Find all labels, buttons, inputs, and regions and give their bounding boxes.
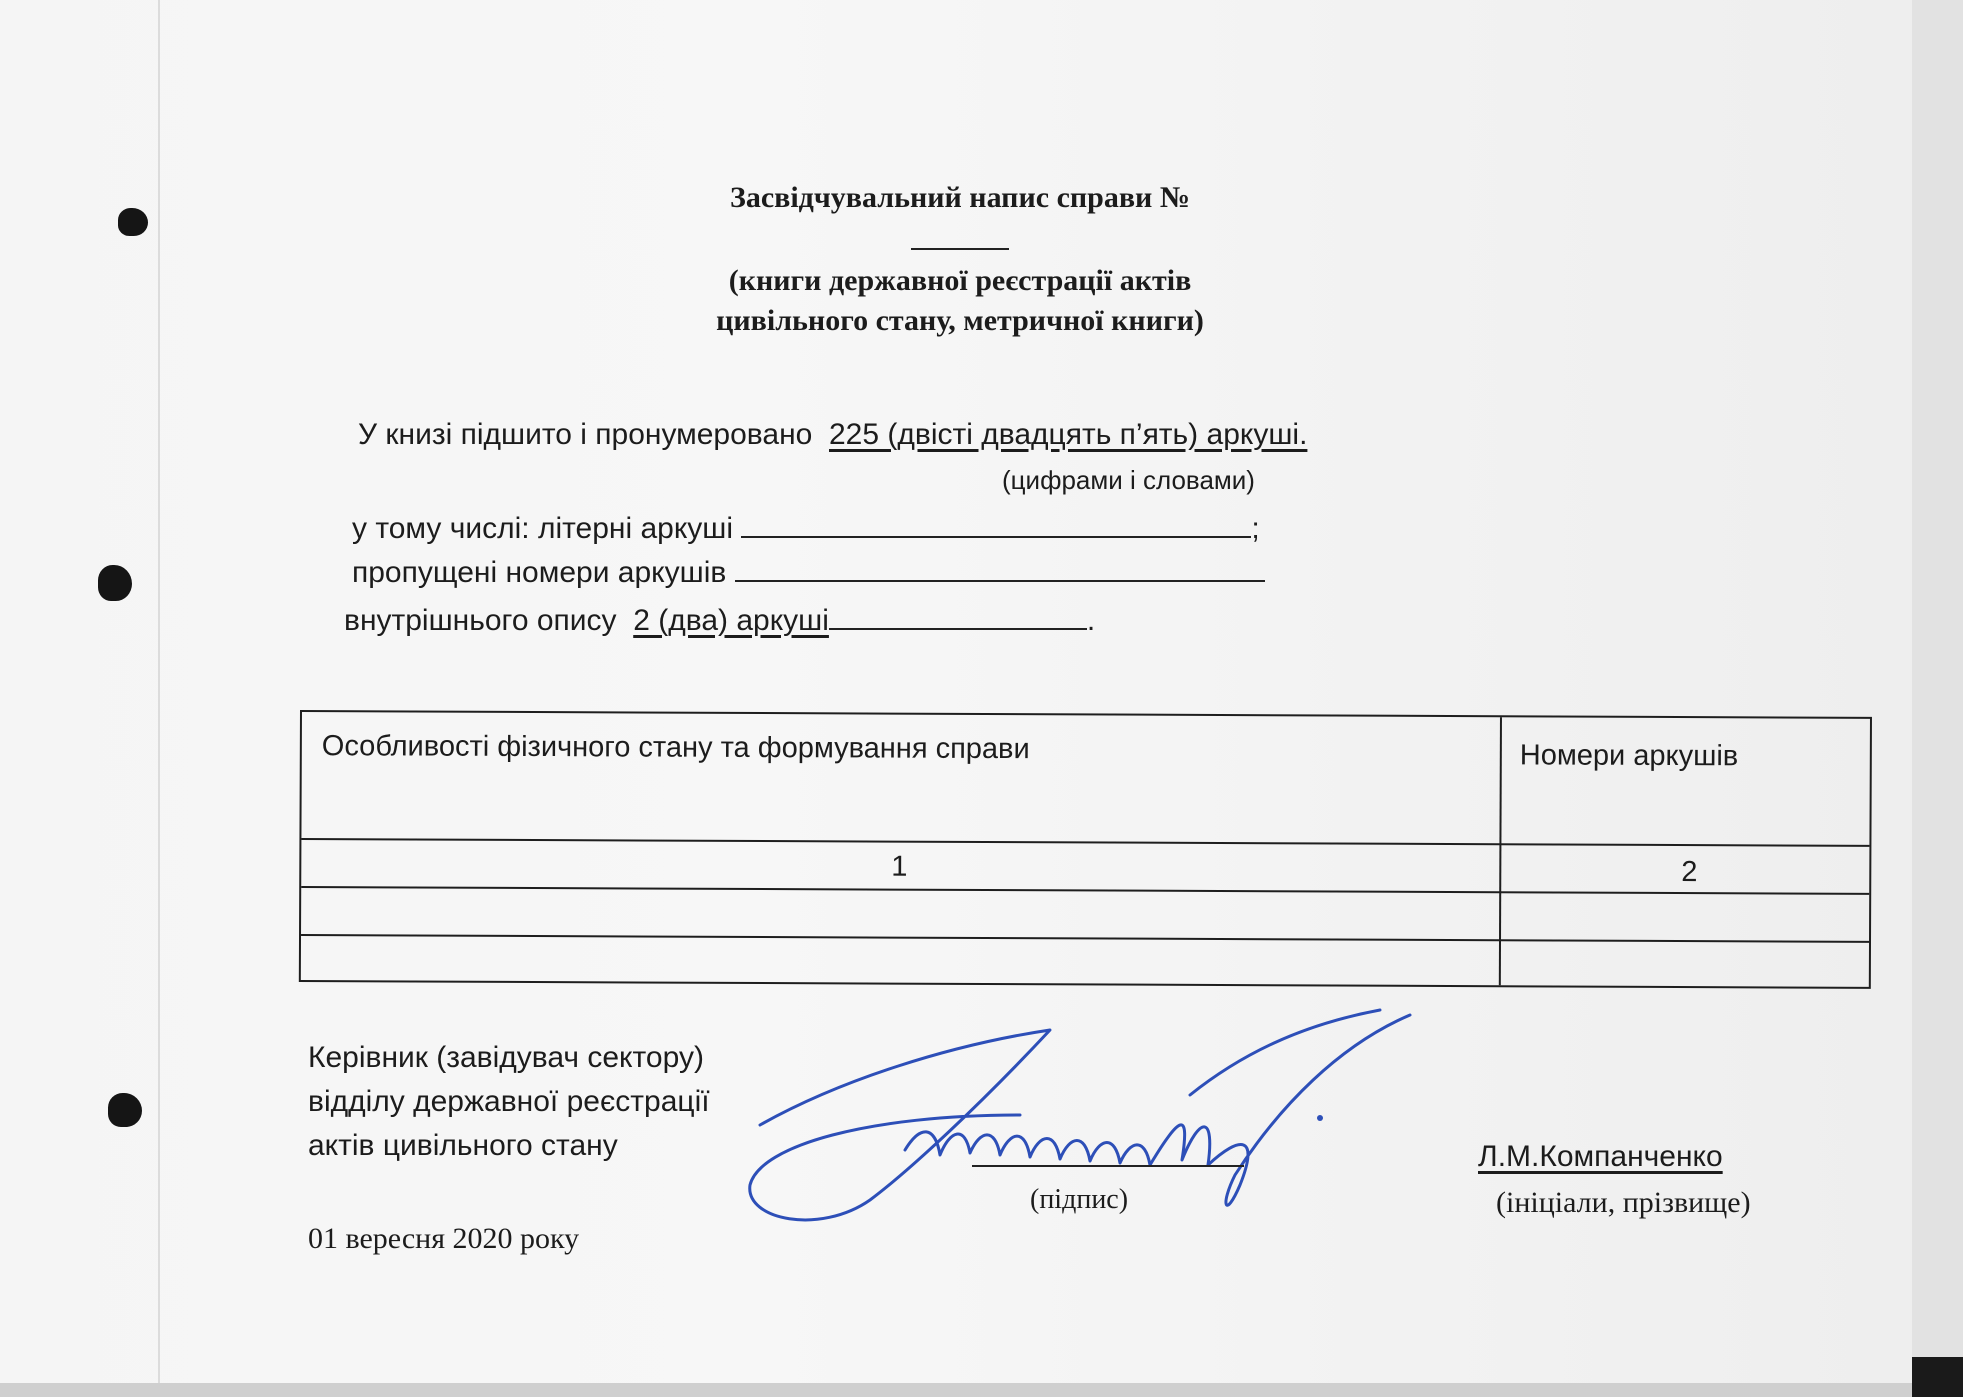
title-line-1: Засвідчувальний напис справи №: [730, 181, 1190, 214]
page-fold: [158, 0, 160, 1383]
punch-hole: [118, 208, 148, 236]
scan-edge-right: [1912, 0, 1963, 1397]
table-divider-vertical: [1499, 717, 1502, 985]
official-name[interactable]: Л.М.Компанченко: [1478, 1140, 1723, 1173]
title-line-3: цивільного стану, метричної книги): [716, 304, 1204, 337]
punch-hole: [108, 1093, 142, 1127]
sewn-hint: (цифрами і словами): [1002, 465, 1255, 495]
condition-table: [299, 710, 1872, 989]
missing-line: [352, 550, 1265, 590]
table-header-sheet-numbers: Номери аркушів: [1519, 739, 1739, 773]
inner-blank[interactable]: [829, 598, 1087, 630]
position-line-2: відділу державної реєстрації: [308, 1085, 710, 1118]
position-title: [308, 1036, 710, 1168]
scan-corner: [1912, 1357, 1963, 1397]
title-line-2: (книги державної реєстрації актів: [728, 264, 1192, 297]
signature-line: [972, 1165, 1244, 1167]
inner-value[interactable]: 2 (два) аркуші: [633, 604, 829, 637]
document-title: [700, 178, 1220, 341]
inner-line: [344, 598, 1095, 638]
sewn-label: У книзі підшито і пронумеровано: [358, 418, 813, 451]
signing-date: 01 вересня 2020 року: [308, 1222, 580, 1255]
punch-hole: [98, 565, 132, 601]
table-column-number-2: 2: [1681, 856, 1698, 889]
table-header-condition: Особливості фізичного стану та формування справи: [321, 730, 1030, 766]
letter-end: ;: [1251, 512, 1260, 545]
scan-edge-bottom: [0, 1383, 1963, 1397]
missing-label: пропущені номери аркушів: [352, 556, 727, 589]
name-hint: (ініціали, прізвище): [1496, 1186, 1751, 1219]
case-number-blank[interactable]: [911, 218, 1009, 250]
letter-label: у тому числі: літерні аркуші: [352, 512, 734, 545]
inner-label: внутрішнього опису: [344, 604, 617, 637]
table-row[interactable]: [301, 936, 1497, 985]
letter-blank[interactable]: [741, 506, 1251, 538]
position-line-1: Керівник (завідувач сектору): [308, 1041, 704, 1074]
sewn-line: [358, 418, 1307, 452]
table-row[interactable]: [301, 888, 1497, 939]
letter-line: [352, 506, 1260, 546]
table-column-number-1: 1: [891, 850, 908, 883]
missing-blank[interactable]: [735, 550, 1265, 582]
table-divider: [301, 838, 1869, 847]
signature-hint: (підпис): [1030, 1184, 1129, 1215]
sewn-value[interactable]: 225 (двісті двадцять п’ять) аркуші.: [829, 418, 1308, 451]
position-line-3: актів цивільного стану: [308, 1129, 618, 1162]
inner-end: .: [1086, 604, 1096, 637]
